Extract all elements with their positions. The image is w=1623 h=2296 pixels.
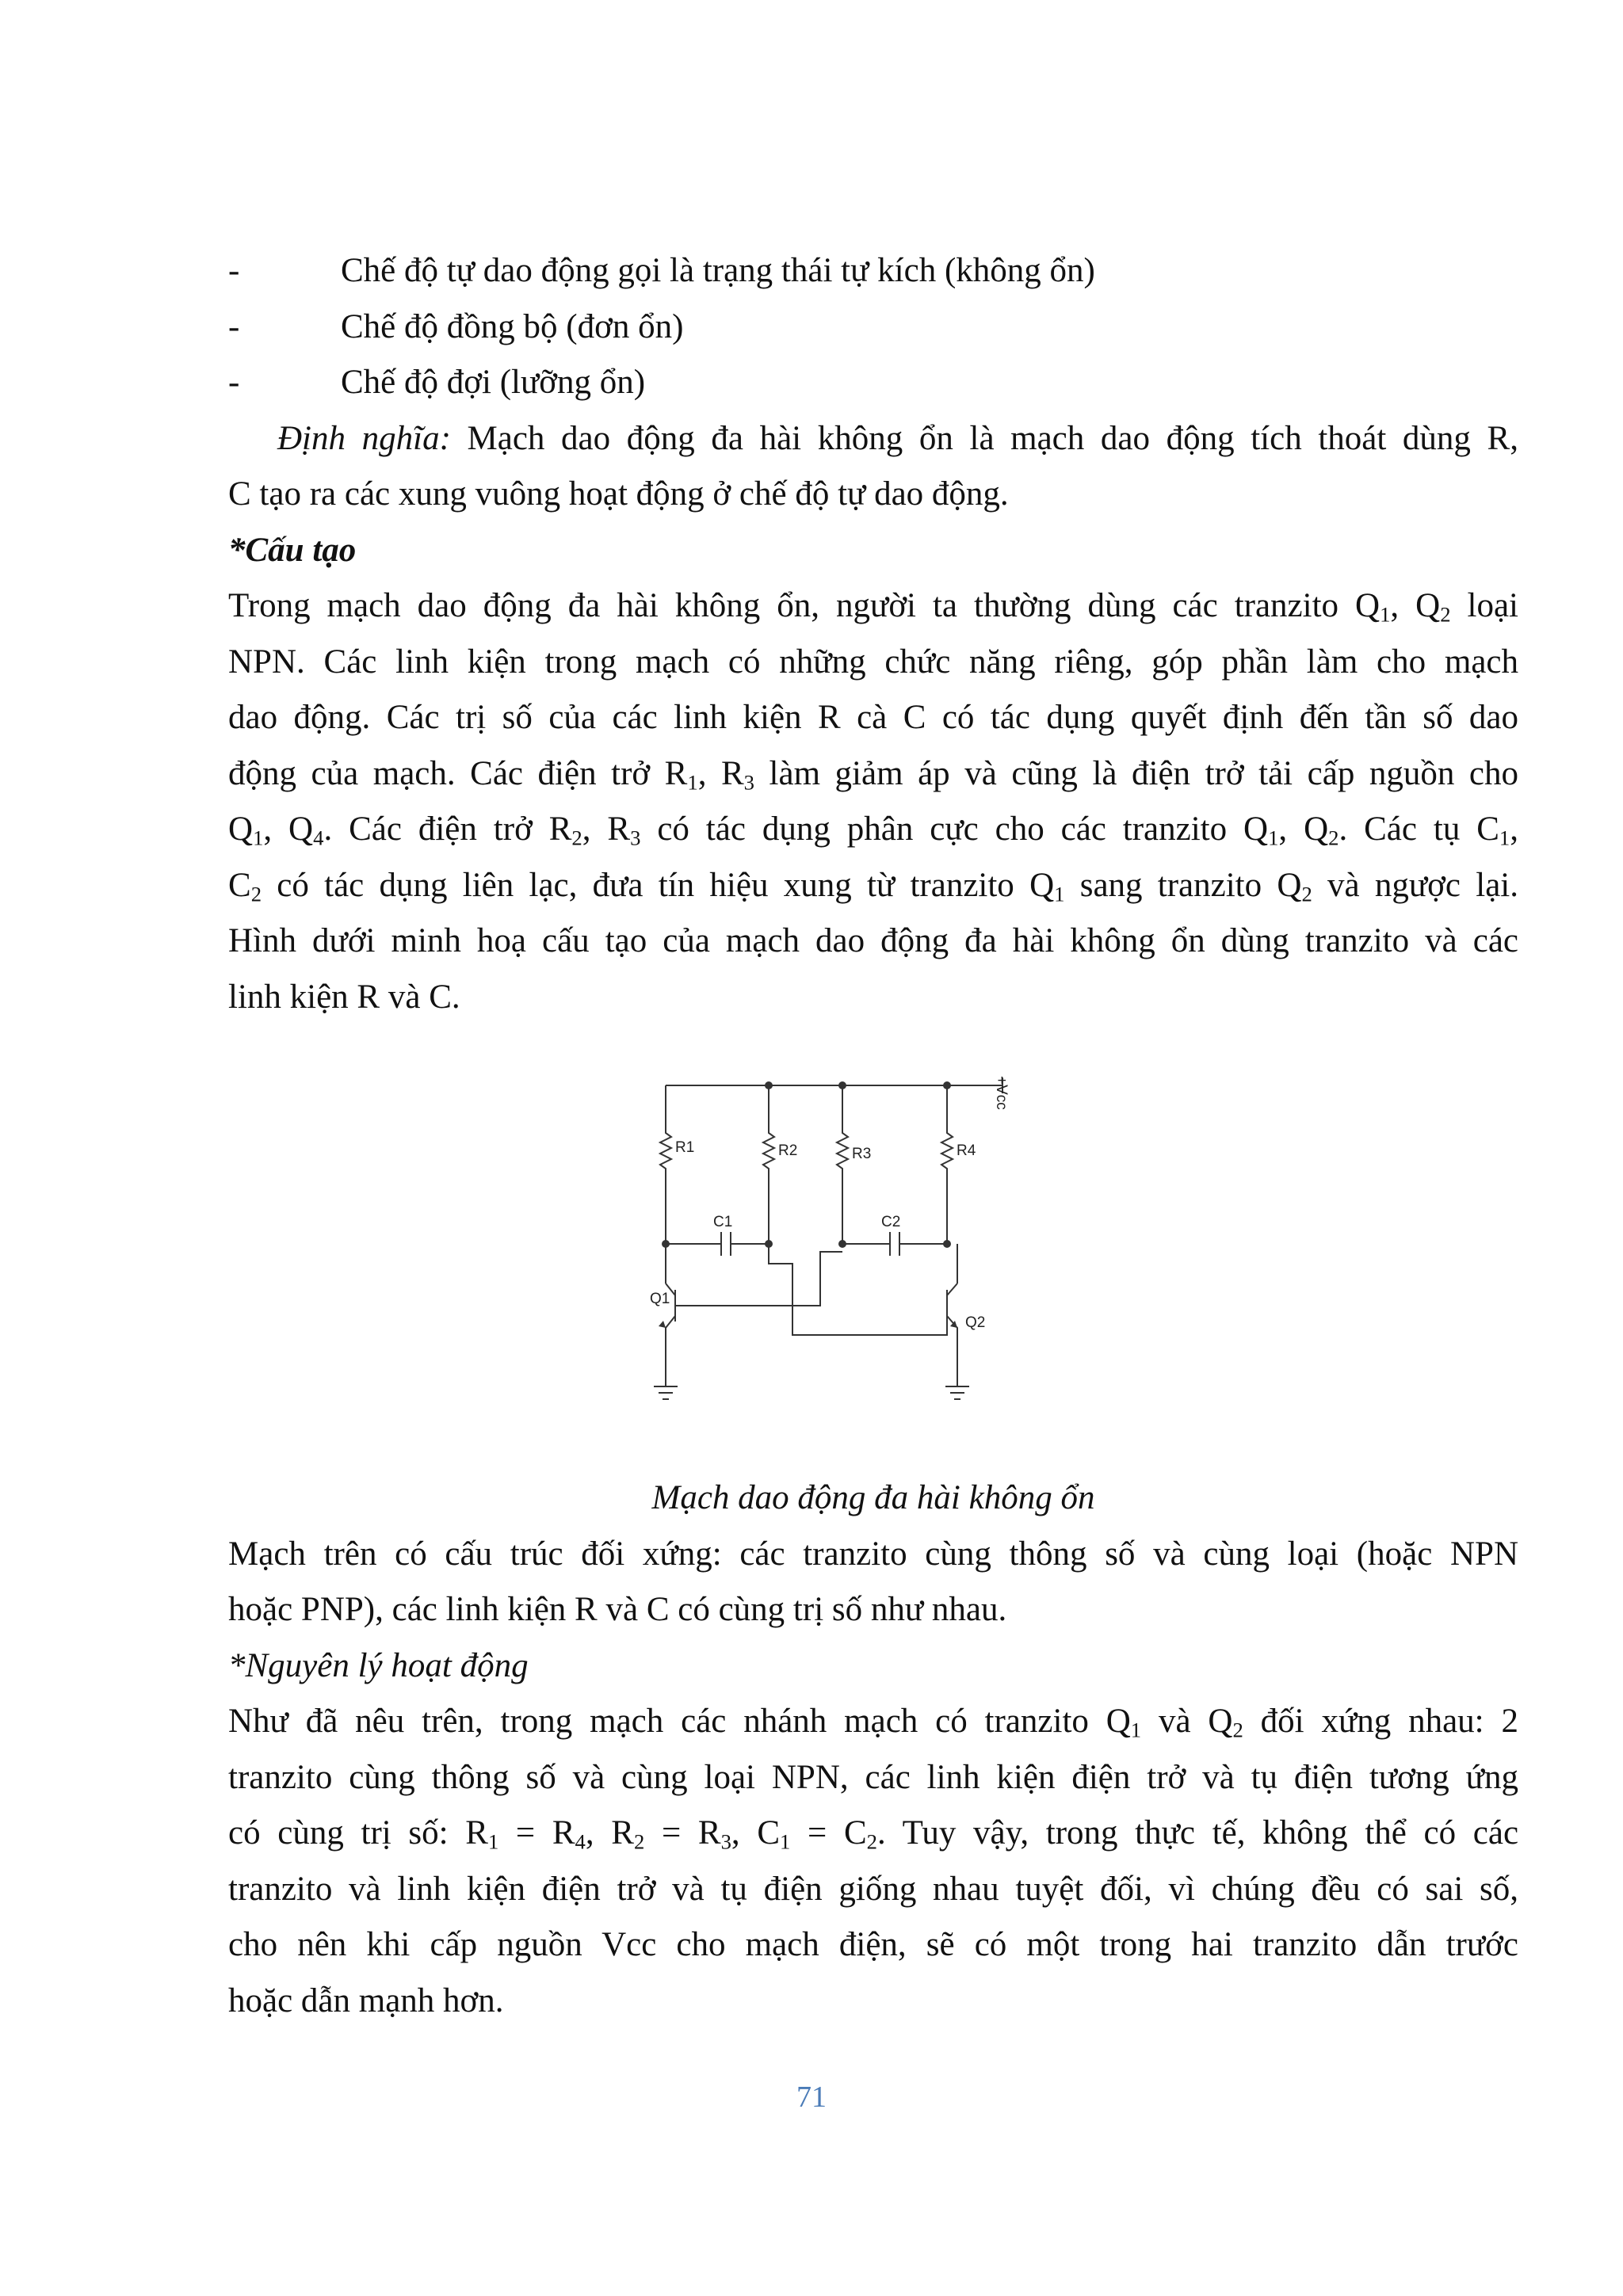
lower-text-block (228, 1470, 1518, 2029)
transistor-q2 (947, 1244, 957, 1386)
c1-label: C1 (713, 1214, 733, 1230)
paragraph-line: NPN. Các linh kiện trong mạch có những chức năng riêng, góp phần làm cho mạch (228, 643, 1518, 681)
resistor-r2 (763, 1085, 774, 1244)
paragraph-line: tranzito cùng thông số và cùng loại NPN, các linh kiện điện trở và tụ điện tương ứng (228, 1758, 1518, 1796)
bullet-text: Chế độ đồng bộ (đơn ổn) (341, 307, 684, 345)
transistor-q1 (666, 1244, 675, 1386)
paragraph-line: linh kiện R và C. (228, 978, 460, 1016)
principle-heading: *Nguyên lý hoạt động (228, 1646, 529, 1684)
c2-label: C2 (881, 1214, 901, 1230)
paragraph-line: dao động. Các trị số của các linh kiện R cà C có tác dụng quyết định đến tần số dao (228, 699, 1518, 736)
paragraph-line: hoặc dẫn mạnh hơn. (228, 1981, 504, 2019)
figure-caption: Mạch dao động đa hài không ổn (651, 1479, 1095, 1516)
bullet-dash: - (228, 252, 240, 289)
capacitor-c2 (842, 1232, 947, 1256)
resistor-r3 (837, 1085, 848, 1244)
resistor-r1 (660, 1085, 671, 1244)
ground-left (654, 1386, 678, 1399)
paragraph-line: tranzito và linh kiện điện trở và tụ điện giống nhau tuyệt đối, vì chúng đều có sai số, (228, 1870, 1518, 1908)
junction-dot (838, 1240, 846, 1248)
resistor-r4 (941, 1085, 953, 1244)
r1-label: R1 (675, 1139, 695, 1156)
paragraph-line: có cùng trị số: $R_1 = R_4$, $R_2 = R_3$, $C_1 = C_2$. Tuy vậy, trong thực tế, không thể có các (228, 1814, 1519, 1854)
junction-dot (943, 1081, 951, 1089)
page-number: 71 (796, 2081, 827, 2114)
paragraph-line: $Q_1$, $Q_4$. Các điện trở $R_2$, $R_3$ có tác dụng phân cực cho các tranzito $Q_1$, $Q_2$. Các tụ $C_1$, (228, 810, 1518, 850)
paragraph-line: $C_2$ có tác dụng liên lạc, đưa tín hiệu xung từ tranzito $Q_1$ sang tranzito $Q_2$ và ngược lại. (228, 866, 1518, 906)
wire-q1-base (675, 1252, 842, 1306)
q1-label: Q1 (650, 1291, 670, 1307)
vcc-label: +Vcc (993, 1076, 1010, 1110)
junction-dot (662, 1240, 670, 1248)
paragraph-line: Trong mạch dao động đa hài không ổn, người ta thường dùng các tranzito $Q_1$, $Q_2$ loại (228, 587, 1518, 627)
paragraph-line: hoặc PNP), các linh kiện R và C có cùng trị số như nhau. (228, 1591, 1007, 1628)
definition-line (228, 411, 1518, 467)
junction-dot (765, 1081, 773, 1089)
bullet-text: Chế độ tự dao động gọi là trạng thái tự kích (không ổn) (341, 252, 1095, 289)
bullet-item (228, 355, 1518, 411)
bullet-item (228, 243, 1518, 299)
structure-heading: *Cấu tạo (228, 531, 357, 569)
paragraph-line: động của mạch. Các điện trở $R_1$, $R_3$ làm giảm áp và cũng là điện trở tải cấp nguồn cho (228, 754, 1519, 795)
r2-label: R2 (778, 1142, 798, 1159)
definition-label: Định nghĩa: (277, 419, 451, 457)
junction-dot (943, 1240, 951, 1248)
bullet-text: Chế độ đợi (lưỡng ổn) (341, 364, 646, 401)
upper-text-block (228, 243, 1518, 1025)
ground-right (945, 1386, 969, 1399)
astable-multivibrator-circuit (650, 1054, 1062, 1426)
r3-label: R3 (852, 1146, 872, 1162)
r4-label: R4 (957, 1142, 976, 1159)
capacitor-c1 (666, 1232, 769, 1256)
definition-line-2: C tạo ra các xung vuông hoạt động ở chế độ tự dao động. (228, 475, 1009, 513)
paragraph-line: cho nên khi cấp nguồn Vcc cho mạch điện, sẽ có một trong hai tranzito dẫn trước (228, 1926, 1518, 1963)
bullet-item (228, 299, 1518, 356)
q1-emitter-arrow (659, 1321, 666, 1328)
junction-dot (838, 1081, 846, 1089)
paragraph-line: Mạch trên có cấu trúc đối xứng: các tranzito cùng thông số và cùng loại (hoặc NPN (228, 1535, 1518, 1573)
q2-label: Q2 (965, 1314, 986, 1331)
wire-q2-base (769, 1244, 947, 1335)
bullet-dash: - (228, 307, 240, 345)
paragraph-line: Hình dưới minh hoạ cấu tạo của mạch dao động đa hài không ổn dùng tranzito và các (228, 922, 1518, 959)
paragraph-line: Như đã nêu trên, trong mạch các nhánh mạch có tranzito $Q_1$ và $Q_2$ đối xứng nhau: 2 (228, 1703, 1518, 1742)
junction-dot (765, 1240, 773, 1248)
bullet-dash: - (228, 364, 240, 401)
definition-text: Mạch dao động đa hài không ổn là mạch dao động tích thoát dùng R, (467, 419, 1518, 457)
